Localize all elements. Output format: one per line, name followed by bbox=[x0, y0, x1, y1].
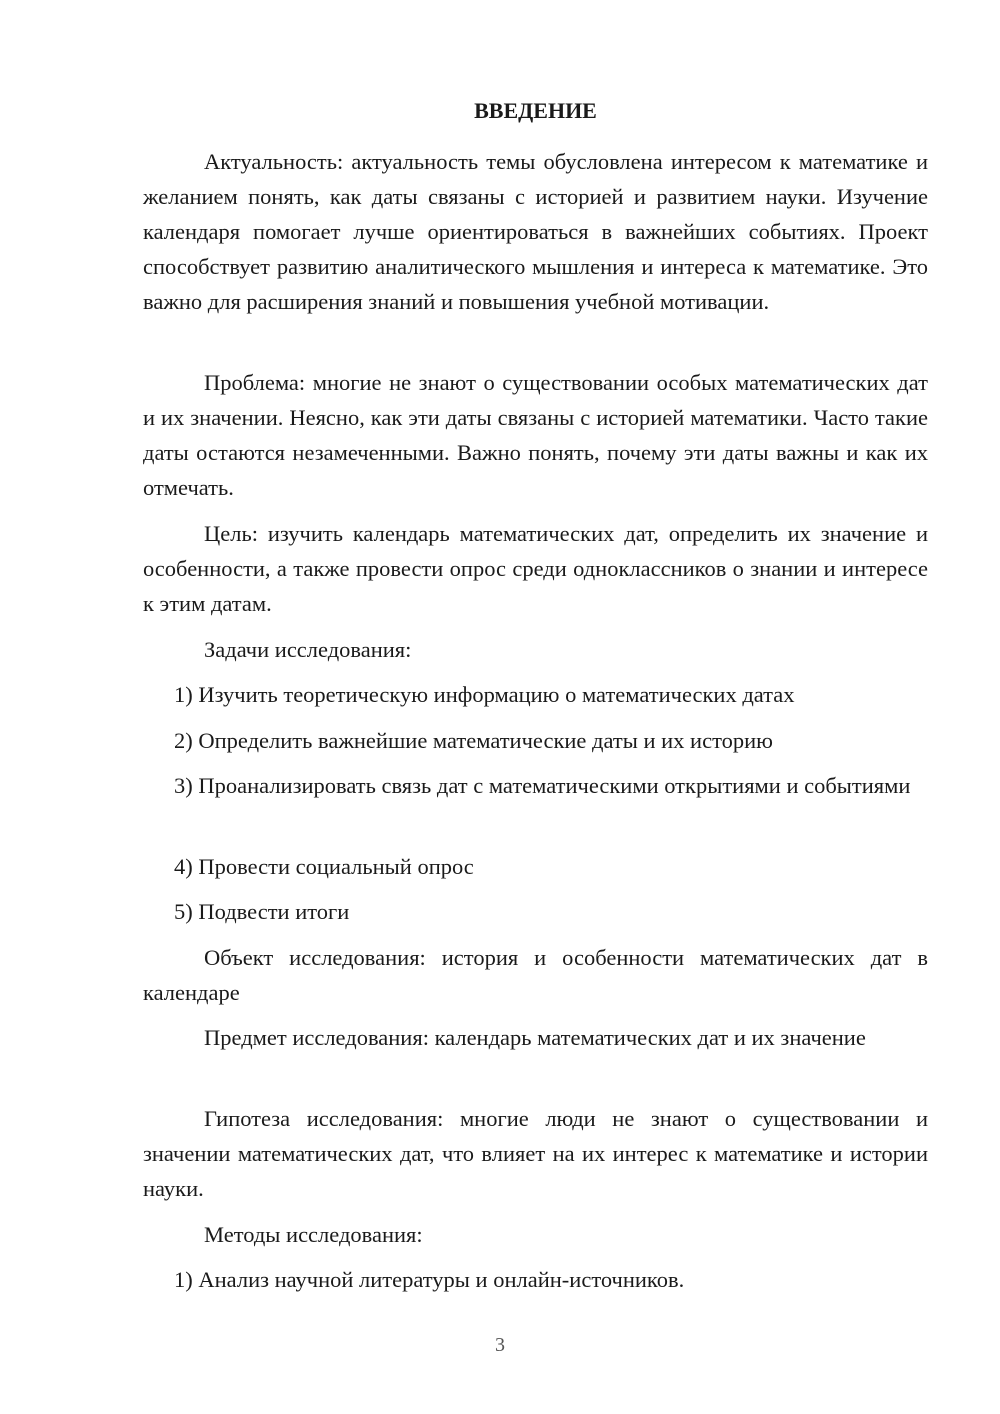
method-item-1: 1) Анализ научной литературы и онлайн-источников. bbox=[174, 1267, 685, 1292]
task-item-1: 1) Изучить теоретическую информацию о математических датах bbox=[174, 682, 795, 707]
task-item-5: 5) Подвести итоги bbox=[174, 899, 350, 924]
paragraph-relevance: Актуальность: актуальность темы обусловлена интересом к математике и желанием понять, как даты связаны с историей и развитием науки. Изучение календаря помогает лучше ориентироваться в важнейших событиях. Проект способствует развитию аналитического мышления и интереса к математике. Это важно для расширения знаний и повышения учебной мотивации. bbox=[143, 149, 928, 314]
paragraph-subject: Предмет исследования: календарь математических дат и их значение bbox=[204, 1025, 866, 1050]
paragraph-hypothesis: Гипотеза исследования: многие люди не знают о существовании и значении математических дат, что влияет на их интерес к математике и истории науки. bbox=[143, 1106, 928, 1201]
paragraph-object: Объект исследования: история и особенности математических дат в календаре bbox=[143, 945, 928, 1005]
paragraph-goal: Цель: изучить календарь математических дат, определить их значение и особенности, а также провести опрос среди одноклассников о знании и интересе к этим датам. bbox=[143, 521, 928, 616]
page-title: ВВЕДЕНИЕ bbox=[474, 98, 597, 123]
task-item-2: 2) Определить важнейшие математические даты и их историю bbox=[174, 728, 773, 753]
task-item-3: 3) Проанализировать связь дат с математическими открытиями и событиями bbox=[174, 773, 911, 798]
page-number: 3 bbox=[495, 1334, 505, 1356]
task-item-4: 4) Провести социальный опрос bbox=[174, 854, 474, 879]
methods-heading: Методы исследования: bbox=[204, 1222, 423, 1247]
paragraph-problem: Проблема: многие не знают о существовании особых математических дат и их значении. Неясно, как эти даты связаны с историей математики. Часто такие даты остаются незамеченными. Важно понять, почему эти даты важны и как их отмечать. bbox=[143, 370, 928, 500]
tasks-heading: Задачи исследования: bbox=[204, 637, 412, 662]
